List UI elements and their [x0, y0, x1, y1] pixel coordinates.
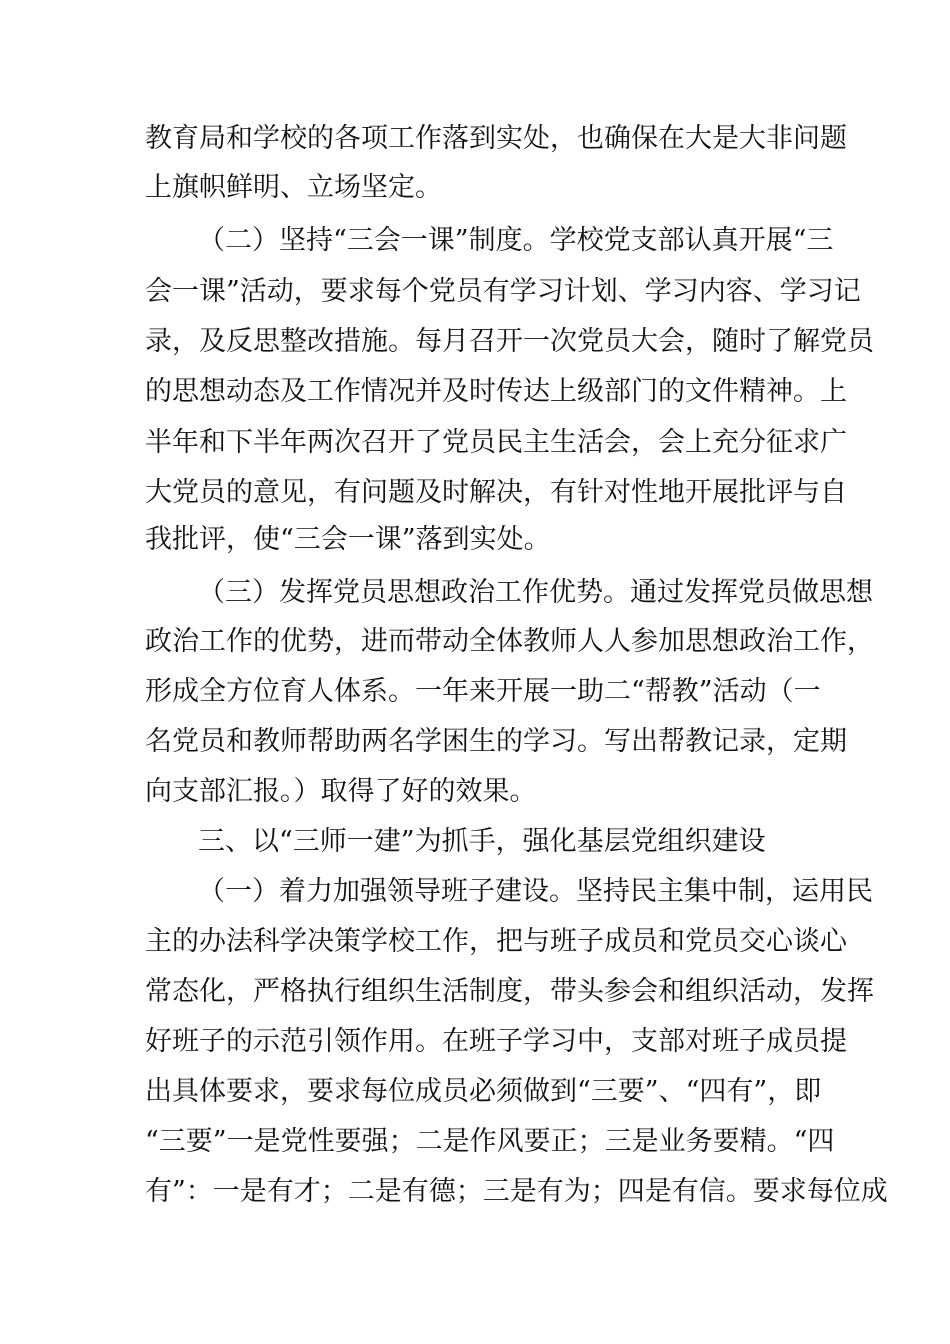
- text-line: 教育局和学校的各项工作落到实处，也确保在大是大非问题: [145, 123, 847, 154]
- text-line: 形成全方位育人体系。一年来开展一助二“帮教”活动（一: [145, 676, 821, 707]
- text-line: 大党员的意见，有问题及时解决，有针对性地开展批评与自: [145, 477, 847, 508]
- text-line: 常态化，严格执行组织生活制度，带头参会和组织活动，发挥: [145, 976, 874, 1007]
- section-heading: 三、以“三师一建”为抓手，强化基层党组织建设: [198, 826, 766, 857]
- text-line: 名党员和教师帮助两名学困生的学习。写出帮教记录，定期: [145, 726, 847, 757]
- text-line: 好班子的示范引领作用。在班子学习中，支部对班子成员提: [145, 1026, 847, 1057]
- text-line: 上旗帜鲜明、立场坚定。: [145, 172, 442, 203]
- paragraph-heading-2: （二）坚持“三会一课”制度。学校党支部认真开展“三: [198, 225, 834, 256]
- text-line: 有”：一是有才；二是有德；三是有为；四是有信。要求每位成: [145, 1176, 888, 1207]
- text-line: 录，及反思整改措施。每月召开一次党员大会，随时了解党员: [145, 326, 874, 357]
- text-line: 向支部汇报。）取得了好的效果。: [145, 776, 537, 807]
- text-line: 会一课”活动，要求每个党员有学习计划、学习内容、学习记: [145, 276, 861, 307]
- text-line: “三要”一是党性要强；二是作风要正；三是业务要精。“四: [145, 1126, 835, 1157]
- paragraph-heading-3: （三）发挥党员思想政治工作优势。通过发挥党员做思想: [198, 577, 873, 608]
- text-line: 主的办法科学决策学校工作，把与班子成员和党员交心谈心: [145, 926, 847, 957]
- text-line: 的思想动态及工作情况并及时传达上级部门的文件精神。上: [145, 376, 847, 407]
- text-line: 我批评，使“三会一课”落到实处。: [145, 524, 551, 555]
- text-line: 出具体要求，要求每位成员必须做到“三要”、“四有”，即: [145, 1076, 822, 1107]
- paragraph-heading-1: （一）着力加强领导班子建设。坚持民主集中制，运用民: [198, 876, 873, 907]
- text-line: 政治工作的优势，进而带动全体教师人人参加思想政治工作，: [145, 626, 874, 657]
- text-line: 半年和下半年两次召开了党员民主生活会，会上充分征求广: [145, 427, 847, 458]
